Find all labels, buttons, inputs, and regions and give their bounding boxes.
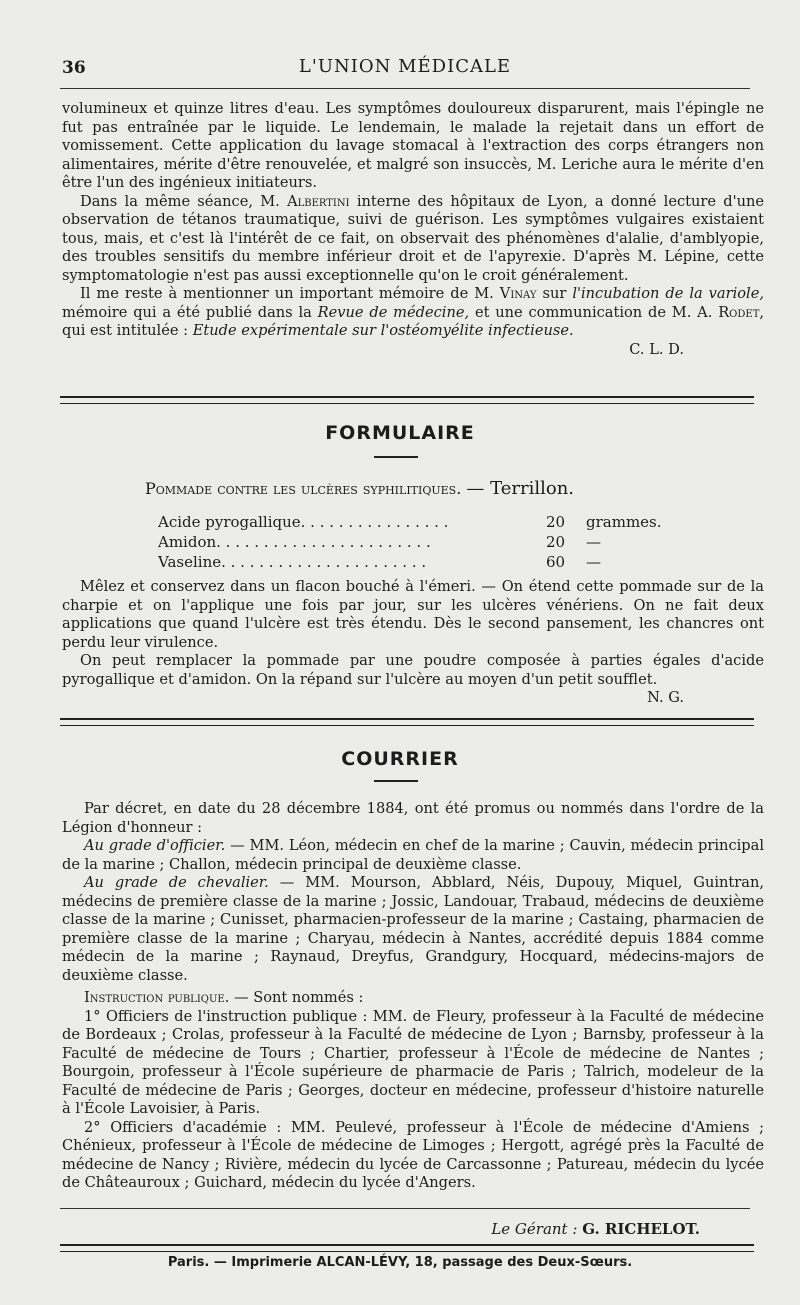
intro-p3-title3: Etude expérimentale sur l'ostéomyélite infectieuse. — [192, 322, 574, 339]
courrier-title: COURRIER — [341, 748, 459, 770]
section-divider-1 — [60, 396, 754, 404]
recipe-author: — Terrillon. — [466, 478, 575, 499]
formulaire-signature: N. G. — [647, 689, 684, 706]
footer-gerant — [491, 1220, 700, 1238]
formulaire-title: FORMULAIRE — [325, 422, 475, 444]
intro-p3-b: sur — [542, 285, 567, 302]
gerant-label: Le Gérant : — [491, 1220, 578, 1238]
intro-paragraph-1: volumineux et quinze litres d'eau. Les symptômes douloureux disparurent, mais l'épingle ne fut pas entraînée par le liquide. Le lendemain, le malade la rejetait dans un effort de vomissement. Cette application du lavage stomacal à l'extraction des corps étrangers non alimentaires, mérite d'être renouvelée, et malgré son insuccès, M. Leriche aura le mérite d'en être l'un des ingénieux initiateurs. — [62, 100, 764, 191]
courrier-paragraph-5: 1° Officiers de l'instruction publique : MM. de Fleury, professeur à la Faculté de médecine de Bordeaux ; Crolas, professeur à la Faculté de médecine de Lyon ; Barnsby, professeur à la Faculté de médecine de Tours ; Chartier, professeur à l'École de médecine de Nantes ; Bourgoin, professeur à l'École supérieure de pharmacie de Paris ; Talrich, modeleur de la Faculté de médecine de Paris ; Georges, docteur en médecine, professeur d'histoire naturelle à l'École Lavoisier, à Paris. — [62, 1007, 764, 1117]
intro-p3-a: Il me reste à mentionner un important mémoire de M. — [80, 285, 494, 302]
intro-paragraph-3 — [62, 285, 764, 341]
ingredient-row — [158, 532, 678, 552]
ingredient-name: Amidon. . . . . . . . . . . . . . . . . . . . . . . — [158, 533, 431, 551]
gerant-name: G. RICHELOT. — [582, 1220, 700, 1238]
courrier-p2-text: — MM. Léon, médecin en chef de la marine ; Cauvin, médecin principal de la marine ; Challon, médecin principal de deuxième classe. — [62, 837, 764, 873]
ingredient-unit: — — [586, 553, 601, 571]
footer-double-rule — [60, 1244, 754, 1252]
intro-paragraph-2 — [62, 193, 764, 286]
intro-p3-title2: Revue de médecine, — [317, 303, 470, 321]
courrier-paragraph-2 — [62, 837, 764, 874]
recipe-title — [145, 478, 760, 499]
running-head: L'UNION MÉDICALE — [298, 56, 512, 77]
formulaire-paragraph-2: On peut remplacer la pommade par une poudre composée à parties égales d'acide pyrogallique et d'amidon. On la répand sur l'ulcère au moyen d'un petit soufflet. — [62, 652, 764, 688]
intro-signature: C. L. D. — [629, 340, 684, 358]
footer-rule — [60, 1208, 750, 1209]
intro-section — [62, 100, 764, 359]
page-number: 36 — [62, 58, 86, 78]
formulaire-title-underline — [374, 456, 418, 458]
intro-p2-before: Dans la même séance, M. — [80, 192, 280, 210]
recipe-name: Pommade contre les ulcères syphilitiques. — [145, 479, 462, 498]
intro-p3-d: et une communication de M. A. — [474, 303, 713, 321]
intro-p3-name2: Rodet, — [718, 303, 765, 321]
courrier-body — [62, 800, 764, 1193]
ingredient-unit: — — [586, 533, 601, 551]
ingredient-quantity: 20 — [546, 533, 566, 551]
ingredient-name: Acide pyrogallique. . . . . . . . . . . . . . . . — [158, 513, 449, 531]
page-header — [60, 52, 750, 86]
intro-p2-name: Albertini — [287, 192, 350, 210]
courrier-paragraph-4 — [62, 989, 764, 1008]
ingredients-list — [158, 512, 678, 572]
courrier-p4-label: Instruction publique. — [84, 989, 230, 1006]
header-rule — [60, 88, 750, 89]
ingredient-row — [158, 512, 678, 532]
intro-p3-e: qui est intitulée : — [62, 322, 189, 339]
intro-p3-title1: l'incubation de la variole, — [572, 285, 764, 302]
section-divider-2 — [60, 718, 754, 726]
ingredient-quantity: 60 — [546, 553, 566, 571]
courrier-paragraph-1: Par décret, en date du 28 décembre 1884, ont été promus ou nommés dans l'ordre de la Légion d'honneur : — [62, 800, 764, 836]
courrier-p4-text: — Sont nommés : — [233, 989, 364, 1006]
formulaire-body — [62, 578, 764, 708]
ingredient-unit: grammes. — [586, 513, 662, 531]
courrier-p2-label: Au grade d'officier. — [84, 837, 226, 854]
intro-p3-name1: Vinay — [499, 285, 537, 302]
ingredient-quantity: 20 — [546, 513, 566, 531]
formulaire-paragraph-1: Mêlez et conservez dans un flacon bouché à l'émeri. — On étend cette pommade sur de la charpie et on l'applique une fois par jour, sur les ulcères vénériens. On ne fait deux applications que quand l'ulcère est très étendu. Dès le second pansement, les chancres ont perdu leur virulence. — [62, 578, 764, 651]
courrier-title-underline — [374, 780, 418, 782]
printer-line: Paris. — Imprimerie ALCAN-LÉVY, 18, passage des Deux-Sœurs. — [167, 1255, 633, 1270]
courrier-paragraph-6: 2° Officiers d'académie : MM. Peulevé, professeur à l'École de médecine d'Amiens ; Chénieux, professeur à l'École de médecine de Limoges ; Hergott, agrégé près la Faculté de médecine de Nancy ; Rivière, médecin du lycée de Carcassonne ; Patureau, médecin du lycée de Châteauroux ; Guichard, médecin du lycée d'Angers. — [62, 1118, 764, 1191]
ingredient-name: Vaseline. . . . . . . . . . . . . . . . . . . . . . — [158, 553, 427, 571]
intro-p3-c: mémoire qui a été publié dans la — [62, 303, 312, 321]
courrier-p3-text: — MM. Mourson, Abblard, Néis, Dupouy, Miquel, Guintran, médecins de première classe de la marine ; Jossic, Landouar, Trabaud, médecins de deuxième classe de la marine ; Cunisset, pharmacien-professeur de la marine ; Castaing, pharmacien de première classe de la marine ; Charyau, médecin à Nantes, accrédité depuis 1884 comme médecin de la marine ; Raynaud, Dreyfus, Grandgury, Hocquard, médecins-majors de deuxième classe. — [62, 874, 765, 984]
ingredient-row — [158, 552, 678, 572]
intro-p2-after: interne des hôpitaux de Lyon, a donné lecture d'une observation de tétanos traumatique, suivi de guérison. Les symptômes vulgaires existaient tous, mais, et c'est là l'intérêt de ce fait, on observait des phénomènes d'alalie, d'amblyopie, des troubles sensitifs du membre inférieur droit et de l'apyrexie. D'après M. Lépine, cette symptomatologie n'est pas aussi exceptionnelle qu'on le croit généralement. — [62, 192, 765, 284]
courrier-p3-label: Au grade de chevalier. — [84, 874, 269, 891]
courrier-paragraph-3 — [62, 874, 764, 985]
